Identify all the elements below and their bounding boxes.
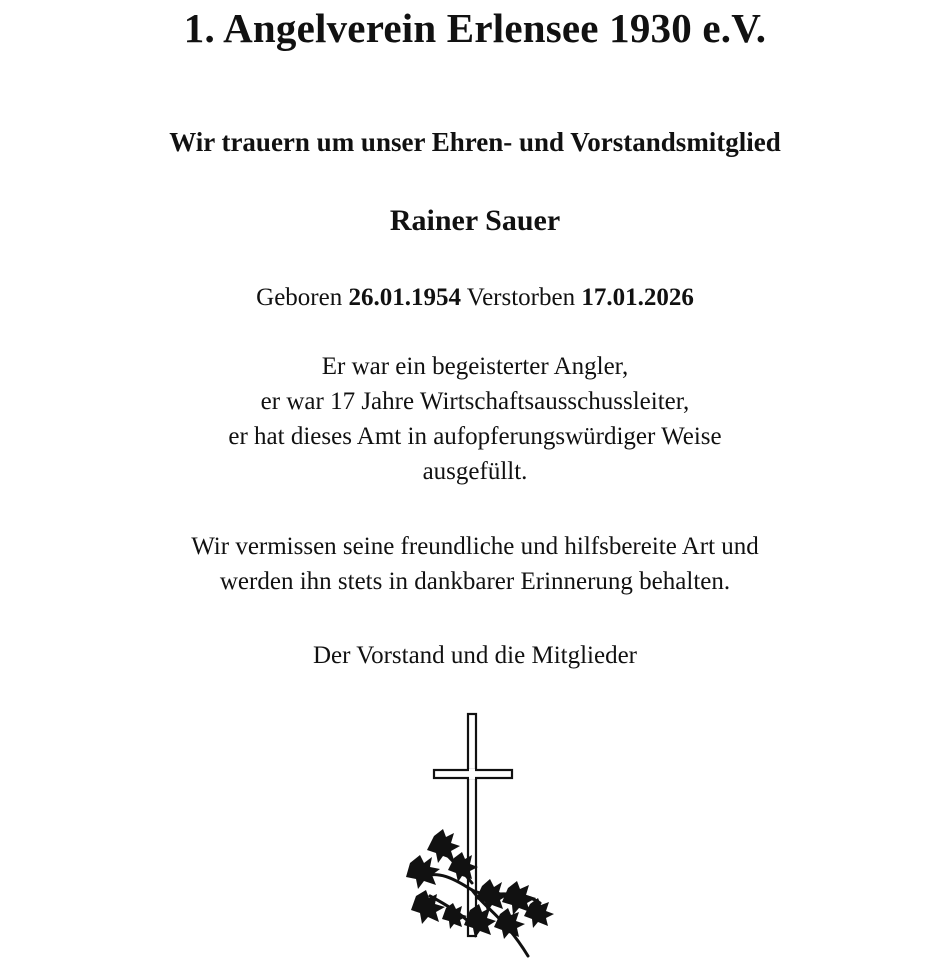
life-dates [0, 281, 950, 315]
tribute-line: Er war ein begeisterter Angler, [321, 353, 629, 380]
deceased-name: Rainer Sauer [389, 204, 561, 237]
tribute-line: ausgefüllt. [422, 458, 528, 485]
mourning-line: Wir trauern um unser Ehren- und Vorstandsmitglied [169, 127, 781, 157]
born-label: Geboren [256, 284, 343, 311]
cross-with-ivy-icon [390, 708, 570, 958]
tribute-line: er hat dieses Amt in aufopferungswürdiger Weise [228, 423, 722, 450]
signature: Der Vorstand und die Mitglieder [312, 642, 638, 669]
born-date: 26.01.1954 [348, 284, 461, 311]
tribute-paragraph [0, 349, 950, 489]
tribute-line: er war 17 Jahre Wirtschaftsausschussleiter, [260, 388, 690, 415]
died-date: 17.01.2026 [581, 284, 694, 311]
died-label: Verstorben [466, 284, 576, 311]
closing-paragraph [0, 529, 950, 599]
closing-line: Wir vermissen seine freundliche und hilfsbereite Art und [191, 533, 759, 560]
closing-line: werden ihn stets in dankbarer Erinnerung behalten. [219, 568, 731, 595]
club-title: 1. Angelverein Erlensee 1930 e.V. [183, 5, 767, 51]
